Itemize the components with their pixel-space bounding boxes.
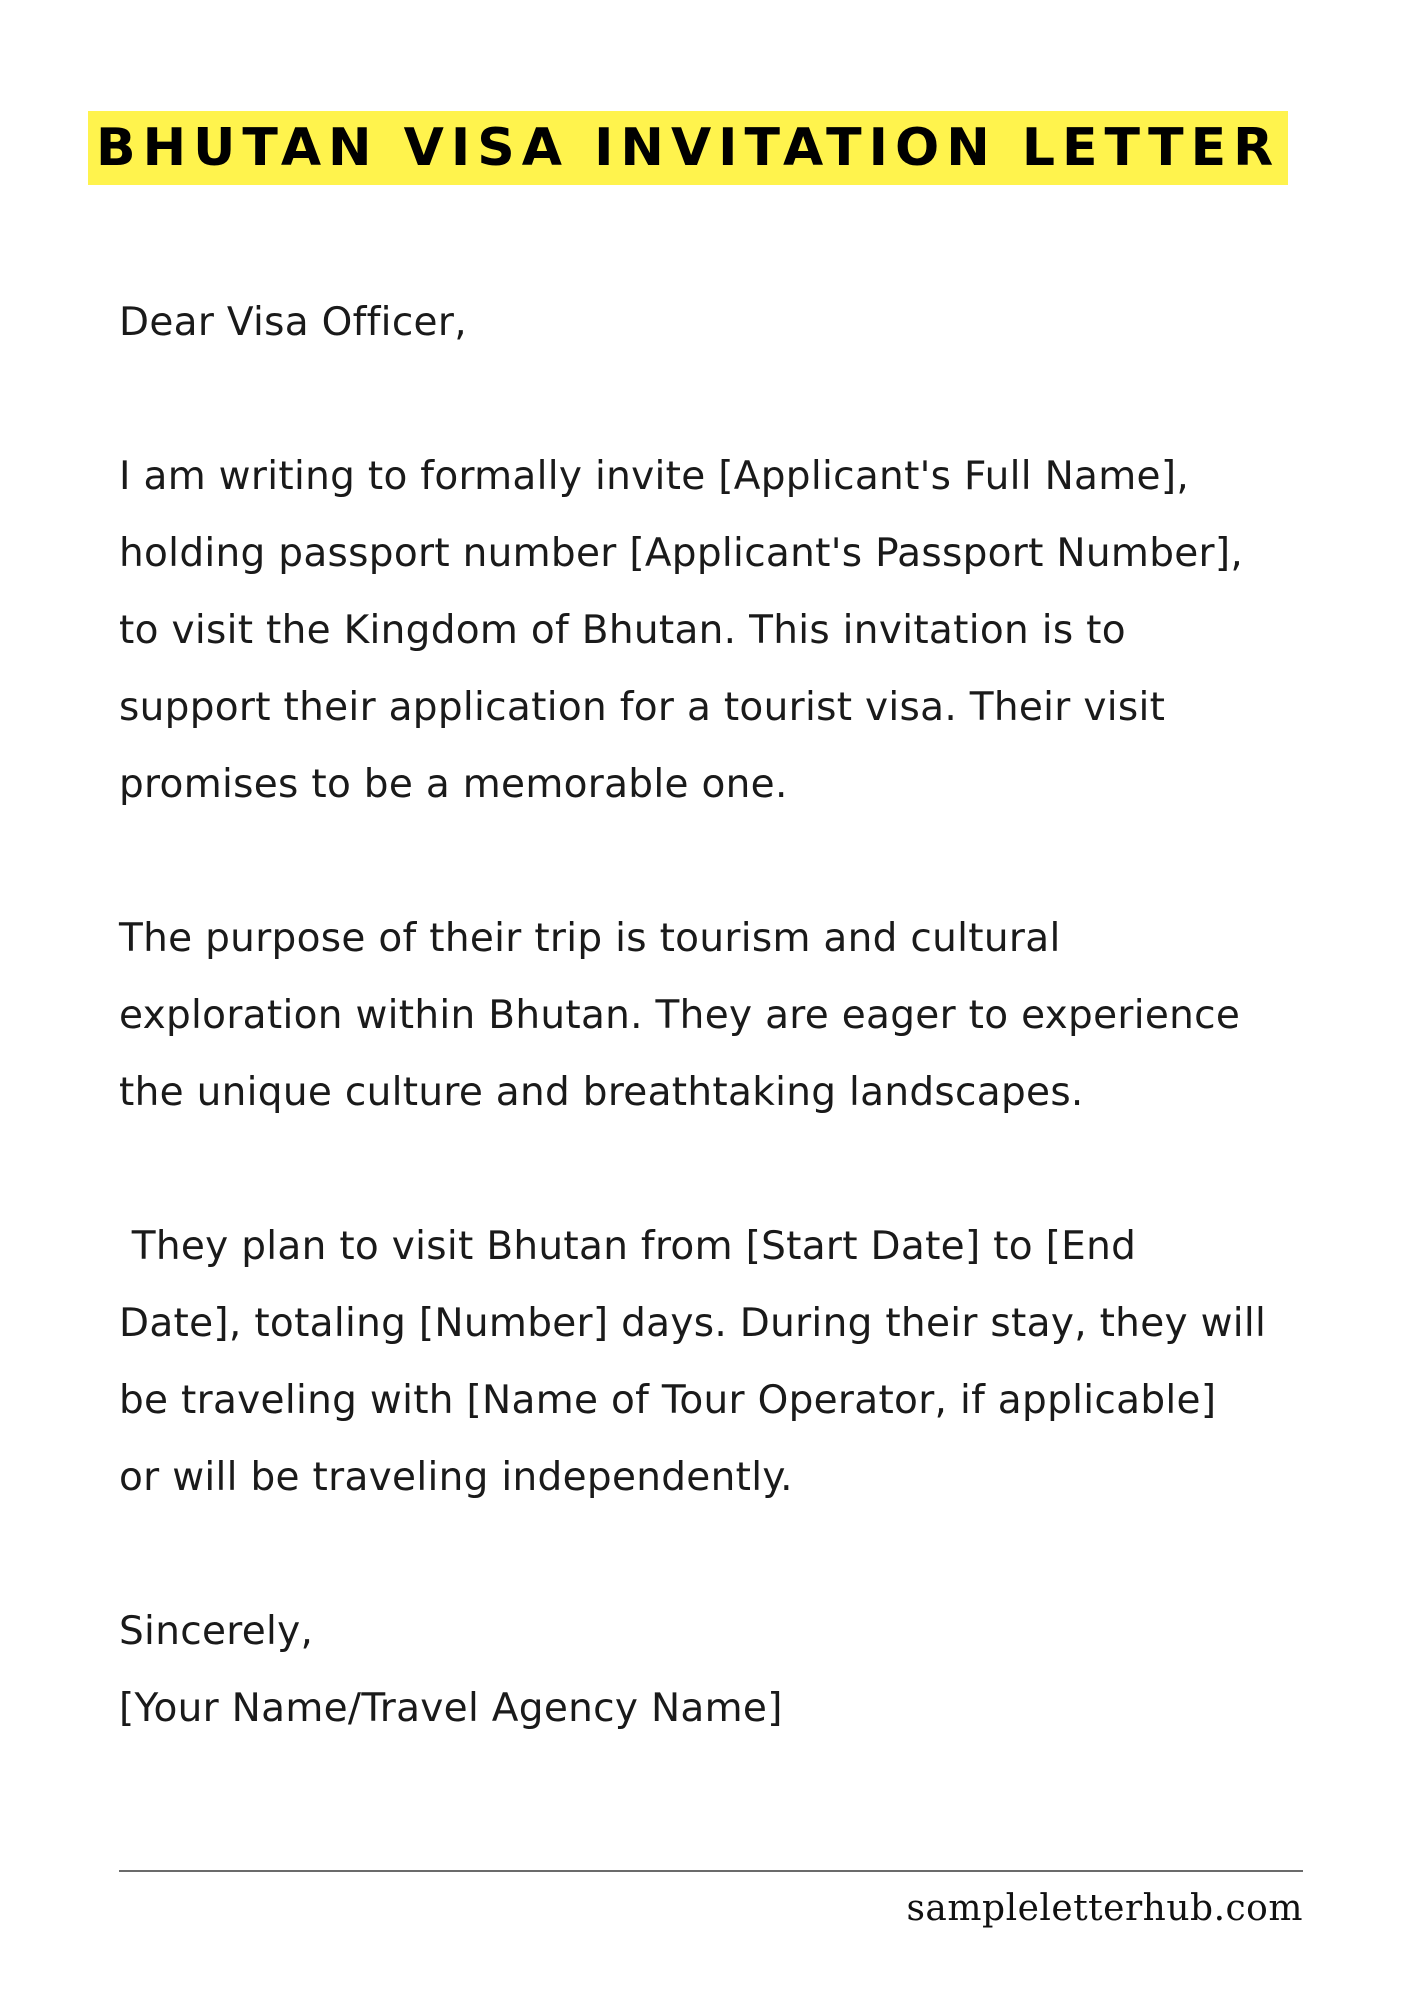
paragraph-line: They plan to visit Bhutan from [Start Date] to [End (119, 1224, 1137, 1269)
paragraph-gap (119, 361, 1359, 438)
title-highlight (88, 111, 1288, 185)
salutation: Dear Visa Officer, (119, 300, 467, 345)
paragraph-itinerary (119, 1208, 1359, 1516)
footer-website: sampleletterhub.com (906, 1888, 1303, 1929)
closing: Sincerely, (119, 1609, 314, 1654)
paragraph-line: Date], totaling [Number] days. During their stay, they will (119, 1301, 1267, 1346)
paragraph-line: The purpose of their trip is tourism and cultural (119, 916, 1061, 961)
paragraph-line: the unique culture and breathtaking landscapes. (119, 1070, 1084, 1115)
paragraph-line: or will be traveling independently. (119, 1455, 793, 1500)
paragraph-line: I am writing to formally invite [Applicant's Full Name], (119, 454, 1190, 499)
paragraph-purpose (119, 900, 1359, 1131)
paragraph-gap (119, 823, 1359, 900)
page-title: BHUTAN VISA INVITATION LETTER (96, 118, 1281, 178)
paragraph-line: promises to be a memorable one. (119, 762, 788, 807)
paragraph-invitation (119, 438, 1359, 823)
paragraph-line: holding passport number [Applicant's Passport Number], (119, 531, 1244, 576)
paragraph-line: to visit the Kingdom of Bhutan. This invitation is to (119, 608, 1126, 653)
paragraph-gap (119, 1131, 1359, 1208)
paragraph-line: support their application for a tourist visa. Their visit (119, 685, 1166, 730)
signature: [Your Name/Travel Agency Name] (119, 1686, 783, 1731)
paragraph-line: be traveling with [Name of Tour Operator, if applicable] (119, 1378, 1217, 1423)
letter-body (119, 284, 1359, 1747)
footer-divider (119, 1870, 1303, 1872)
paragraph-line: exploration within Bhutan. They are eager to experience (119, 993, 1241, 1038)
paragraph-gap (119, 1516, 1359, 1593)
